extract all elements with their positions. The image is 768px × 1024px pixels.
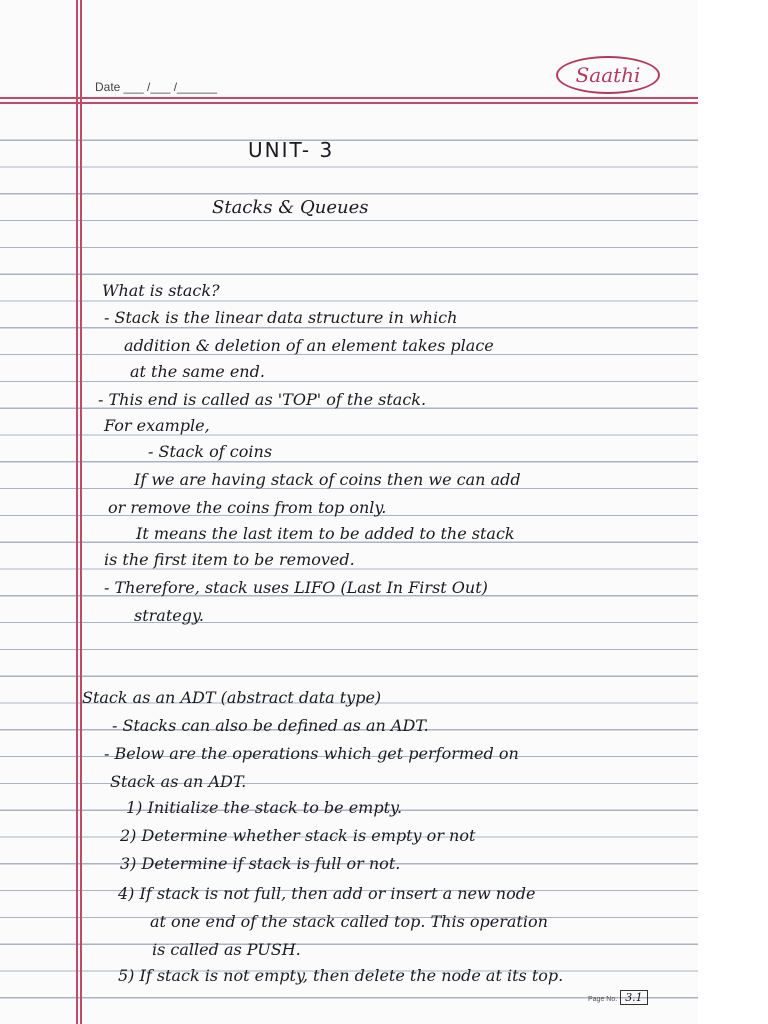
line: or remove the coins from top only.: [108, 498, 387, 517]
line: at one end of the stack called top. This operation: [150, 912, 548, 931]
margin-rule-left: [76, 0, 78, 1024]
line: - Stacks can also be defined as an ADT.: [112, 716, 429, 735]
background-edge: [698, 0, 768, 1024]
line: addition & deletion of an element takes place: [124, 336, 494, 355]
line: It means the last item to be added to the stack: [136, 524, 515, 543]
margin-rule-right: [80, 0, 82, 1024]
line: If we are having stack of coins then we can add: [134, 470, 521, 489]
page-number-value: 3.1: [620, 990, 648, 1005]
line: For example,: [104, 416, 210, 435]
line: 1) Initialize the stack to be empty.: [126, 798, 403, 817]
page-title: UNIT- 3: [248, 138, 335, 162]
line: at the same end.: [130, 362, 265, 381]
line: 4) If stack is not full, then add or insert a new node: [118, 884, 536, 903]
line: Stack as an ADT.: [110, 772, 247, 791]
header-rule-top: [0, 97, 698, 99]
brand-logo: [556, 56, 660, 94]
line: - Below are the operations which get performed on: [104, 744, 519, 763]
line: is the first item to be removed.: [104, 550, 355, 569]
line: 5) If stack is not empty, then delete the node at its top.: [118, 966, 564, 985]
line: strategy.: [134, 606, 204, 625]
page-number-label: Page No.: [588, 996, 618, 1003]
line: 3) Determine if stack is full or not.: [120, 854, 401, 873]
line: 2) Determine whether stack is empty or not: [120, 826, 476, 845]
line-heading-stack: What is stack?: [102, 281, 220, 300]
page-number: [588, 990, 648, 1005]
header-rule-bottom: [0, 102, 698, 104]
line: - Therefore, stack uses LIFO (Last In First Out): [104, 578, 488, 597]
line: - Stack is the linear data structure in which: [104, 308, 458, 327]
line: - Stack of coins: [148, 442, 273, 461]
line: is called as PUSH.: [152, 940, 301, 959]
brand-logo-text: Saathi: [575, 63, 641, 87]
line: - This end is called as 'TOP' of the stack.: [98, 390, 427, 409]
date-label: Date ___ /___ /______: [95, 80, 218, 94]
page-subtitle: Stacks & Queues: [212, 197, 369, 218]
line-heading-adt: Stack as an ADT (abstract data type): [82, 688, 382, 707]
